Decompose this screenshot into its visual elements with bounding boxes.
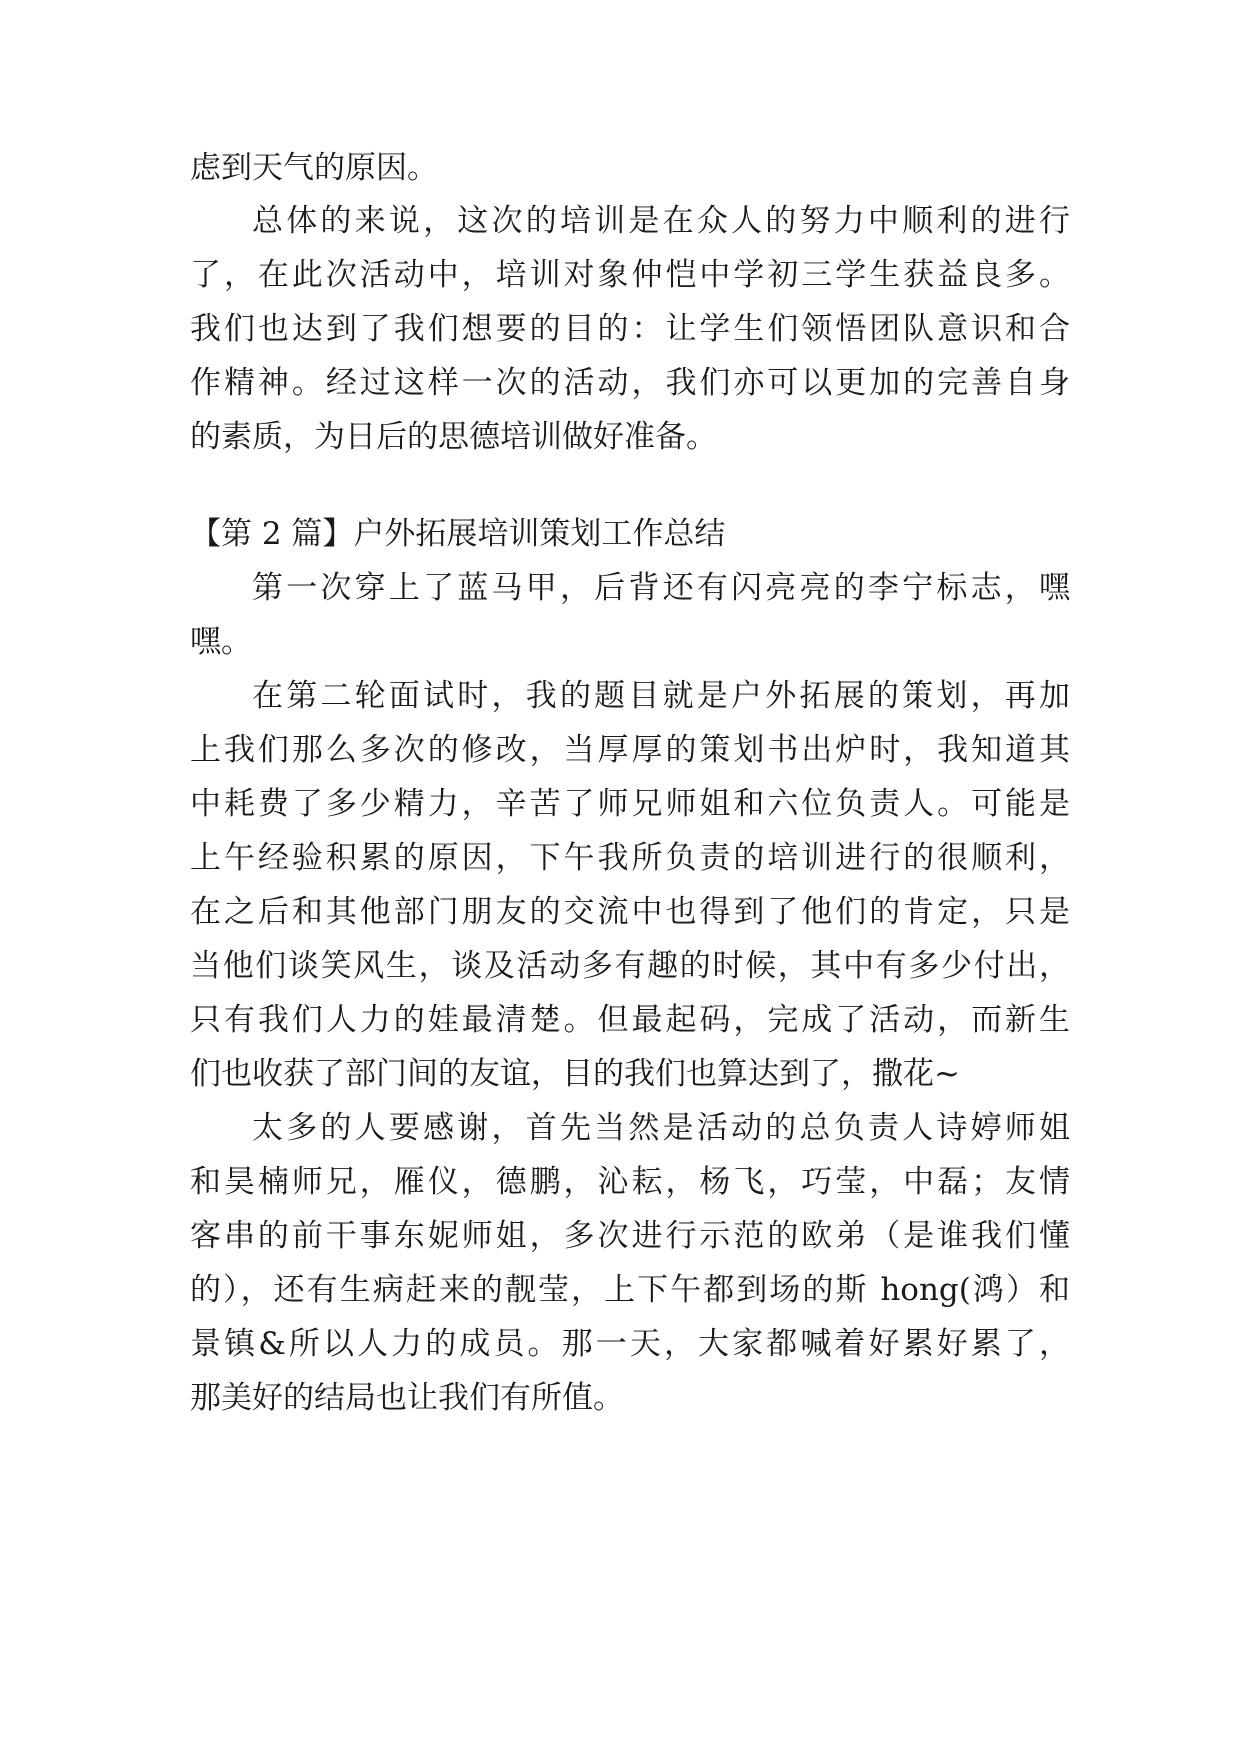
- paragraph-line: 了，在此次活动中，培训对象仲恺中学初三学生获益良多。: [190, 257, 1070, 293]
- paragraph-line: 们也收获了部门间的友谊，目的我们也算达到了，撒花~: [190, 1056, 960, 1092]
- paragraph-line: 第一次穿上了蓝马甲，后背还有闪亮亮的李宁标志，嘿: [252, 570, 1070, 606]
- paragraph-line: 当他们谈笑风生，谈及活动多有趣的时候，其中有多少付出，: [190, 948, 1070, 984]
- paragraph-line: 只有我们人力的娃最清楚。但最起码，完成了活动，而新生: [190, 1002, 1070, 1038]
- paragraph-line: 总体的来说，这次的培训是在众人的努力中顺利的进行: [252, 203, 1070, 239]
- paragraph-line: 景镇&所以人力的成员。那一天，大家都喊着好累好累了，: [190, 1326, 1070, 1362]
- paragraph-line: 在之后和其他部门朋友的交流中也得到了他们的肯定，只是: [190, 894, 1070, 930]
- paragraph-line: 客串的前干事东妮师姐，多次进行示范的欧弟（是谁我们懂: [190, 1218, 1070, 1254]
- paragraph-line: 太多的人要感谢，首先当然是活动的总负责人诗婷师姐: [252, 1110, 1070, 1146]
- paragraph-line: 在第二轮面试时，我的题目就是户外拓展的策划，再加: [252, 678, 1070, 714]
- paragraph-line: 虑到天气的原因。: [190, 150, 438, 186]
- paragraph-line: 的），还有生病赶来的靓莹，上下午都到场的斯 hong(鸿）和: [190, 1272, 1070, 1308]
- paragraph-line: 的素质，为日后的思德培训做好准备。: [190, 419, 717, 455]
- paragraph-line: 和昊楠师兄，雁仪，德鹏，沁耘，杨飞，巧莹，中磊；友情: [190, 1164, 1070, 1200]
- paragraph-line: 上午经验积累的原因，下午我所负责的培训进行的很顺利，: [190, 840, 1070, 876]
- paragraph-line: 我们也达到了我们想要的目的：让学生们领悟团队意识和合: [190, 311, 1070, 347]
- paragraph-line: 作精神。经过这样一次的活动，我们亦可以更加的完善自身: [190, 365, 1070, 401]
- paragraph-line: 中耗费了多少精力，辛苦了师兄师姐和六位负责人。可能是: [190, 786, 1070, 822]
- paragraph-line: 那美好的结局也让我们有所值。: [190, 1380, 624, 1416]
- paragraph-line: 嘿。: [190, 624, 252, 660]
- section-heading: 【第 2 篇】户外拓展培训策划工作总结: [190, 516, 726, 552]
- paragraph-line: 上我们那么多次的修改，当厚厚的策划书出炉时，我知道其: [190, 732, 1070, 768]
